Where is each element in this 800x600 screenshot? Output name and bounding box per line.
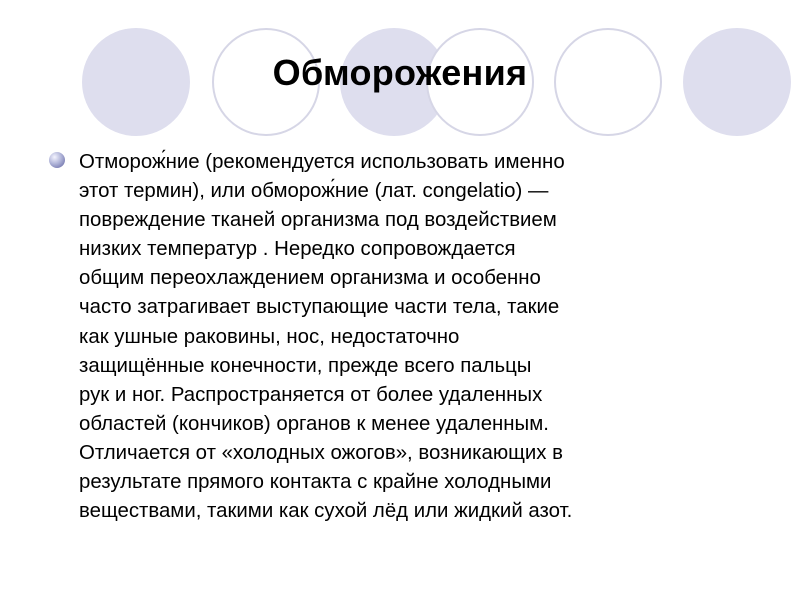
paragraph-line: Отличается от «холодных ожогов», возникающих в xyxy=(79,441,563,464)
paragraph-line: веществами, такими как сухой лёд или жидкий азот. xyxy=(79,500,573,523)
paragraph-line: областей (кончиков) органов к менее удаленным. xyxy=(79,412,549,435)
paragraph-line: низких температур . Нередко сопровождается xyxy=(79,238,516,261)
bullet-icon xyxy=(49,152,65,168)
paragraph-line: как ушные раковины, нос, недостаточно xyxy=(79,325,460,348)
paragraph-line: повреждение тканей организма под воздействием xyxy=(79,209,557,232)
paragraph-line: защищённые конечности, прежде всего пальцы xyxy=(79,354,532,377)
paragraph-line: рук и ног. Распространяется от более удаленных xyxy=(79,383,543,406)
paragraph-line: результате прямого контакта с крайне холодными xyxy=(79,471,552,494)
paragraph-line: этот термин), или обморож́ние (лат. congelatio) — xyxy=(79,180,549,203)
paragraph-line: общим переохлаждением организма и особенно xyxy=(79,267,541,290)
bullet-paragraph xyxy=(79,148,759,526)
paragraph-line: часто затрагивает выступающие части тела, такие xyxy=(79,296,560,319)
slide-title: Обморожения xyxy=(272,52,528,93)
paragraph-line: Отморож́ние (рекомендуется использовать именно xyxy=(79,151,565,173)
